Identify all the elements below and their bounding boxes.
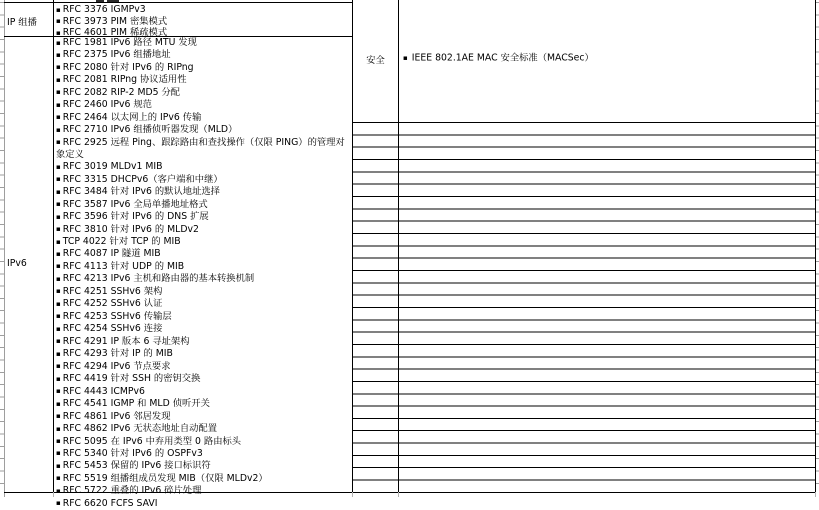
- list-item: ▪ RFC 5722 重叠的 IPv6 碎片处理: [56, 485, 202, 497]
- bullet-icon: ▪: [56, 28, 61, 37]
- list-item: ▪ RFC 4113 针对 UDP 的 MIB: [56, 260, 185, 272]
- list-item: ▪ RFC 4254 SSHv6 连接: [56, 323, 163, 335]
- bullet-icon: ▪: [56, 324, 61, 333]
- list-item: ▪ RFC 3315 DHCPv6（客户端和中继）: [56, 173, 223, 185]
- bullet-icon: ▪: [56, 75, 61, 84]
- list-item: ▪ RFC 5340 针对 IPv6 的 OSPFv3: [56, 447, 203, 459]
- list-item: ▪ RFC 4293 针对 IP 的 MIB: [56, 348, 173, 360]
- bullet-icon: ▪: [56, 237, 61, 246]
- list-item: ▪ RFC 2081 RIPng 协议适用性: [56, 74, 187, 86]
- bullet-icon: ▪: [56, 17, 61, 25]
- list-item: ▪ RFC 2710 IPv6 组播侦听器发现（MLD）: [56, 124, 238, 136]
- list-item: ▪ RFC 4861 IPv6 邻居发现: [56, 410, 171, 422]
- bullet-icon: ▪: [56, 88, 61, 97]
- list-item: ▪ RFC 3484 针对 IPv6 的默认地址选择: [56, 186, 220, 198]
- bullet-icon: ▪: [56, 387, 61, 396]
- bullet-icon: ▪: [56, 113, 61, 122]
- list-item: ▪ IEEE 802.1AE MAC 安全标准（MACSec）: [403, 52, 594, 64]
- security-standard-list: [403, 52, 811, 112]
- bullet-icon: ▪: [56, 200, 61, 209]
- label-column-right-border: [53, 0, 54, 492]
- list-item: ▪ RFC 4862 IPv6 无状态地址自动配置: [56, 423, 218, 435]
- border-stub: [398, 492, 399, 497]
- bullet-icon: ▪: [56, 449, 61, 458]
- bullet-icon: ▪: [56, 125, 61, 134]
- list-item: ▪ TCP 4022 针对 TCP 的 MIB: [56, 236, 181, 247]
- empty-rows-grid: [352, 122, 815, 492]
- bullet-icon: ▪: [56, 50, 61, 59]
- rfc-list-ip-multicast: [56, 4, 350, 36]
- list-item: ▪ RFC 4601 PIM 稀疏模式: [56, 27, 168, 38]
- bullet-icon: ▪: [56, 38, 61, 47]
- list-item: ▪ RFC 1981 IPv6 路径 MTU 发现: [56, 37, 197, 48]
- row-label-ip-multicast: IP 组播: [7, 17, 37, 28]
- bullet-icon: ▪: [56, 287, 61, 296]
- bullet-icon: ▪: [56, 362, 61, 371]
- bullet-icon: ▪: [56, 474, 61, 483]
- bullet-icon: ▪: [56, 212, 61, 221]
- bullet-icon: ▪: [56, 299, 61, 308]
- list-item: ▪ RFC 4291 IP 版本 6 寻址架构: [56, 335, 190, 347]
- bullet-icon: ▪: [56, 399, 61, 408]
- bullet-icon: ▪: [56, 499, 61, 508]
- bullet-icon: ▪: [56, 138, 61, 147]
- bullet-icon: ▪: [56, 312, 61, 321]
- list-item: ▪ RFC 2080 针对 IPv6 的 RIPng: [56, 61, 194, 73]
- bullet-icon: ▪: [56, 461, 61, 470]
- list-item: ▪ RFC 5519 组播组成员发现 MIB（仅限 MLDv2）: [56, 472, 268, 484]
- list-item: ▪ RFC 3019 MLDv1 MIB: [56, 161, 163, 173]
- list-item: ▪ RFC 5095 在 IPv6 中弃用类型 0 路由标头: [56, 435, 242, 447]
- bullet-icon: ▪: [56, 225, 61, 234]
- top-row-border: [4, 2, 353, 3]
- left-grid-vline: [4, 0, 5, 497]
- bullet-icon: ▪: [56, 424, 61, 433]
- list-item: ▪ RFC 4419 针对 SSH 的密钥交换: [56, 373, 201, 385]
- bullet-icon: ▪: [403, 54, 408, 62]
- list-item: ▪ RFC 2082 RIP-2 MD5 分配: [56, 86, 181, 98]
- list-item: ▪ RFC 2375 IPv6 组播地址: [56, 49, 171, 61]
- border-stub: [53, 492, 54, 497]
- bullet-icon: ▪: [56, 274, 61, 283]
- list-item: ▪ RFC 3596 针对 IPv6 的 DNS 扩展: [56, 211, 209, 223]
- list-item: ▪ RFC 2925 远程 Ping、跟踪路由和查找操作（仅限 PING）的管理对象定义: [56, 136, 345, 161]
- list-item: ▪ RFC 3973 PIM 密集模式: [56, 15, 168, 27]
- list-item: ▪ RFC 3810 针对 IPv6 的 MLDv2: [56, 223, 199, 235]
- bullet-icon: ▪: [56, 249, 61, 258]
- list-item: ▪ RFC 4541 IGMP 和 MLD 侦听开关: [56, 398, 210, 410]
- list-item: ▪ RFC 4443 ICMPv6: [56, 385, 145, 397]
- bullet-icon: ▪: [56, 5, 61, 14]
- bullet-icon: ▪: [56, 187, 61, 196]
- list-item: ▪ RFC 4253 SSHv6 传输层: [56, 310, 172, 322]
- list-item: ▪ RFC 4294 IPv6 节点要求: [56, 360, 171, 372]
- border-stub: [352, 492, 353, 497]
- bullet-icon: ▪: [56, 100, 61, 109]
- bullet-icon: ▪: [56, 486, 61, 495]
- bullet-icon: ▪: [56, 175, 61, 184]
- list-item: ▪ RFC 5453 保留的 IPv6 接口标识符: [56, 460, 211, 472]
- row-label-security: 安全: [366, 55, 385, 66]
- bullet-icon: ▪: [56, 162, 61, 171]
- list-item: ▪ RFC 2464 以太网上的 IPv6 传输: [56, 111, 202, 123]
- bullet-icon: ▪: [56, 262, 61, 271]
- list-item: ▪ RFC 4087 IP 隧道 MIB: [56, 248, 161, 260]
- bullet-icon: ▪: [56, 412, 61, 421]
- bullet-icon: ▪: [56, 437, 61, 445]
- list-item: ▪ RFC 2460 IPv6 规范: [56, 99, 152, 111]
- bullet-icon: ▪: [56, 349, 61, 358]
- list-item: ▪ RFC 4251 SSHv6 架构: [56, 285, 163, 297]
- list-item: ▪ RFC 4213 IPv6 主机和路由器的基本转换机制: [56, 273, 255, 285]
- list-item: ▪ RFC 4252 SSHv6 认证: [56, 298, 163, 310]
- bullet-icon: ▪: [56, 63, 61, 72]
- bullet-icon: ▪: [56, 337, 61, 346]
- list-item: ▪ RFC 6620 FCFS SAVI: [56, 497, 158, 509]
- row-label-ipv6: IPv6: [7, 258, 27, 269]
- bullet-icon: ▪: [56, 374, 61, 383]
- list-item: ▪ RFC 3587 IPv6 全局单播地址格式: [56, 198, 208, 210]
- list-item: ▪ RFC 3376 IGMPv3: [56, 4, 146, 15]
- rfc-list-ipv6: [56, 37, 350, 509]
- border-stub: [815, 492, 816, 497]
